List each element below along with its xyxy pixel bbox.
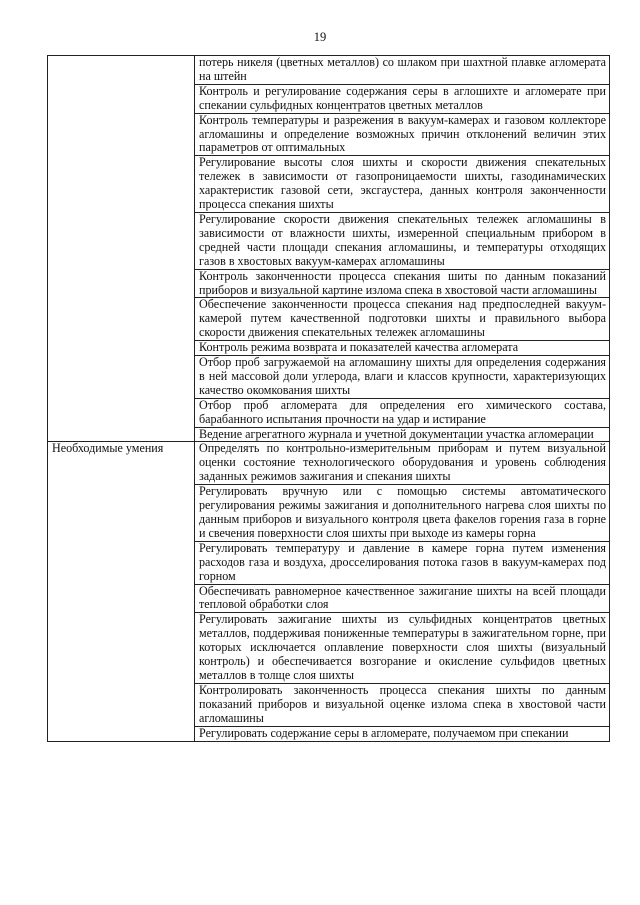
requirement-cell: Регулировать зажигание шихты из сульфидных концентратов цветных металлов, поддерживая пониженные температуры в зажигательном горне, при которых исключается оплавление поверхности слоя шихты (визуальный контроль) и обеспечивается возгорание и окисление сульфидов цветных металлов в толще слоя шихты: [195, 613, 610, 684]
requirement-cell: Контроль режима возврата и показателей качества агломерата: [195, 341, 610, 356]
requirement-cell: потерь никеля (цветных металлов) со шлаком при шахтной плавке агломерата на штейн: [195, 56, 610, 85]
requirement-cell: Контроль законченности процесса спекания шиты по данным показаний приборов и визуальной картине излома спека в хвостовой части агломашины: [195, 269, 610, 298]
requirement-cell: Контроль температуры и разрежения в вакуум-камерах и газовом коллекторе агломашины и определение возможных причин отклонений величин этих параметров от оптимальных: [195, 113, 610, 156]
section-label: Необходимые умения: [48, 442, 195, 741]
requirement-cell: Обеспечение законченности процесса спекания над предпоследней вакуум-камерой путем качественной подготовки шихты и правильного выбора скорости движения спекательных тележек агломашины: [195, 298, 610, 341]
requirement-cell: Ведение агрегатного журнала и учетной документации участка агломерации: [195, 427, 610, 442]
section-label: [48, 56, 195, 442]
requirement-cell: Контроль и регулирование содержания серы в аглошихте и агломерате при спекании сульфидных концентратов цветных металлов: [195, 84, 610, 113]
requirement-cell: Регулирование высоты слоя шихты и скорости движения спекательных тележек в зависимости от газопроницаемости шихты, газодинамических характеристик газовой сети, эксгаустера, данных контроля законченности процесса спекания шихты: [195, 156, 610, 213]
requirement-cell: Контролировать законченность процесса спекания шихты по данным показаний приборов и визуальной оценке излома спека в хвостовой части агломашины: [195, 683, 610, 726]
requirement-cell: Отбор проб агломерата для определения его химического состава, барабанного испытания прочности на удар и истирание: [195, 398, 610, 427]
requirement-cell: Определять по контрольно-измерительным приборам и путем визуальной оценки состояние технологического оборудования и уровень соблюдения заданных режимов зажигания и спекания шихты: [195, 442, 610, 485]
requirements-table: [47, 55, 610, 742]
page-number: 19: [313, 30, 327, 44]
requirement-cell: Регулирование скорости движения спекательных тележек агломашины в зависимости от влажности шихты, измеренной специальным прибором в средней части площади спекания агломашины, и температуры отходящих газов в хвостовых вакуум-камерах агломашины: [195, 212, 610, 269]
requirement-cell: Регулировать вручную или с помощью системы автоматического регулирования режимы зажигания и дополнительного нагрева слоя шихты по данным приборов и визуального контроля цвета факелов горения газа в горне и свечения поверхности слоя шихты при выходе из камеры горна: [195, 485, 610, 542]
requirement-cell: Отбор проб загружаемой на агломашину шихты для определения содержания в ней массовой доли углерода, влаги и классов крупности, характеризующих качество окомкования шихты: [195, 356, 610, 399]
requirement-cell: Регулировать температуру и давление в камере горна путем изменения расходов газа и воздуха, дросселирования потока газов в вакуум-камерах под горном: [195, 541, 610, 584]
requirement-cell: Регулировать содержание серы в агломерате, получаемом при спекании: [195, 726, 610, 741]
table-row: [48, 442, 610, 485]
table-body: [48, 56, 610, 742]
requirement-cell: Обеспечивать равномерное качественное зажигание шихты на всей площади тепловой обработки слоя: [195, 584, 610, 613]
table-row: [48, 56, 610, 85]
